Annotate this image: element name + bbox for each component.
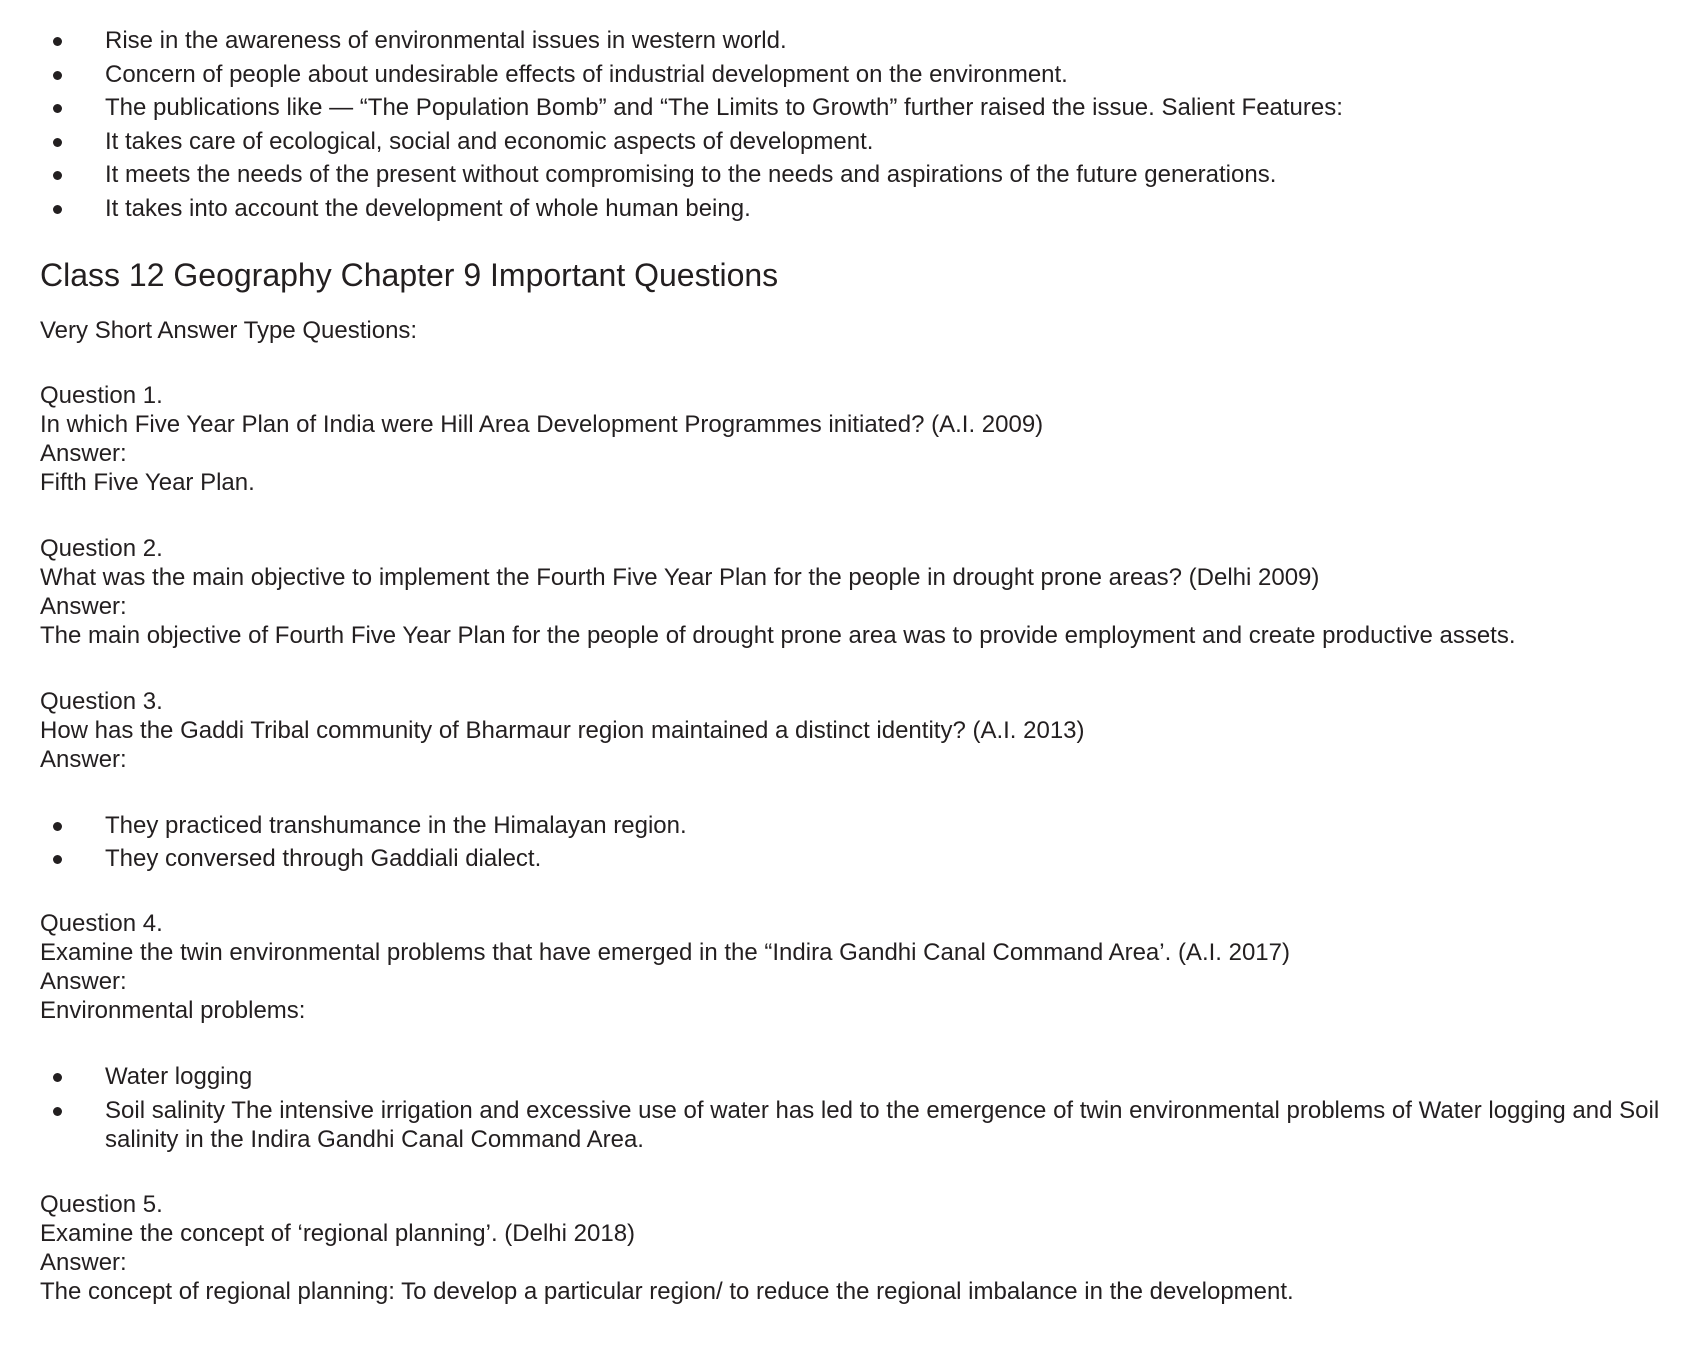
question-label: Question 3.: [40, 687, 163, 715]
question-text: What was the main objective to implement the Fourth Five Year Plan for the people in drought prone areas? (Delhi 2009): [40, 563, 1320, 591]
list-item: [40, 60, 1660, 89]
bullet-icon: [53, 822, 62, 831]
question-label: Question 4.: [40, 910, 163, 937]
answer-text: The main objective of Fourth Five Year Plan for the people of drought prone area was to provide employment and create productive assets.: [40, 621, 1516, 649]
question-text: Examine the twin environmental problems that have emerged in the “Indira Gandhi Canal Command Area’. (A.I. 2017): [40, 939, 1290, 966]
list-item-text: They conversed through Gaddiali dialect.: [105, 845, 542, 872]
list-item: [40, 1096, 1660, 1154]
list-item: [40, 844, 1660, 873]
list-item-text: Water logging: [105, 1063, 253, 1090]
answer-text: Fifth Five Year Plan.: [40, 468, 255, 496]
answer-label: Answer:: [40, 439, 127, 467]
bullet-icon: [53, 104, 62, 113]
answer-bullet-list: [40, 1062, 1660, 1154]
list-item: [40, 26, 1660, 55]
list-item: [40, 127, 1660, 156]
answer-bullet-list: [40, 811, 1660, 874]
list-item-text: Rise in the awareness of environmental issues in western world.: [105, 27, 787, 54]
list-item: [40, 160, 1660, 189]
document-page: [40, 26, 1660, 1306]
question-block-4: [40, 909, 1660, 1154]
bullet-icon: [53, 1073, 62, 1082]
intro-bullet-list: [40, 26, 1660, 223]
list-item-text: It meets the needs of the present without compromising to the needs and aspirations of the future generations.: [105, 161, 1277, 188]
question-block-3: [40, 687, 1660, 874]
question-text: Examine the concept of ‘regional planning’. (Delhi 2018): [40, 1219, 636, 1247]
bullet-icon: [53, 171, 62, 180]
bullet-icon: [53, 205, 62, 214]
bullet-icon: [53, 71, 62, 80]
question-block-5: [40, 1190, 1660, 1306]
list-item: [40, 93, 1660, 122]
question-text: How has the Gaddi Tribal community of Bharmaur region maintained a distinct identity? (A.I. 2013): [40, 716, 1085, 744]
question-block-2: [40, 534, 1660, 650]
answer-label: Answer:: [40, 1248, 127, 1276]
list-item: [40, 1062, 1660, 1091]
bullet-icon: [53, 37, 62, 46]
question-block-1: [40, 381, 1660, 497]
section-title: Class 12 Geography Chapter 9 Important Questions: [40, 256, 779, 293]
answer-label: Answer:: [40, 592, 127, 620]
list-item-text: The publications like — “The Population Bomb” and “The Limits to Growth” further raised the issue. Salient Features:: [105, 94, 1343, 121]
bullet-icon: [53, 855, 62, 864]
question-label: Question 1.: [40, 381, 163, 409]
list-item: [40, 194, 1660, 223]
section-subtitle: Very Short Answer Type Questions:: [40, 316, 418, 344]
answer-label: Answer:: [40, 745, 127, 773]
list-item-text: They practiced transhumance in the Himalayan region.: [105, 811, 687, 839]
list-item-text: Concern of people about undesirable effects of industrial development on the environment.: [105, 60, 1068, 88]
answer-text: Environmental problems:: [40, 997, 306, 1024]
question-label: Question 5.: [40, 1190, 163, 1218]
answer-label: Answer:: [40, 968, 127, 995]
bullet-icon: [53, 1107, 62, 1116]
question-label: Question 2.: [40, 534, 163, 562]
list-item: [40, 811, 1660, 840]
list-item-text: It takes into account the development of whole human being.: [105, 194, 751, 222]
question-text: In which Five Year Plan of India were Hill Area Development Programmes initiated? (A.I. 2009): [40, 410, 1044, 438]
answer-text: The concept of regional planning: To develop a particular region/ to reduce the regional imbalance in the development.: [40, 1277, 1294, 1305]
list-item-text: It takes care of ecological, social and economic aspects of development.: [105, 127, 874, 155]
list-item-text: Soil salinity The intensive irrigation and excessive use of water has led to the emergence of twin environmental problems of Water logging and Soil salinity in the Indira Gandhi Canal Command Area.: [105, 1096, 1660, 1153]
bullet-icon: [53, 138, 62, 147]
